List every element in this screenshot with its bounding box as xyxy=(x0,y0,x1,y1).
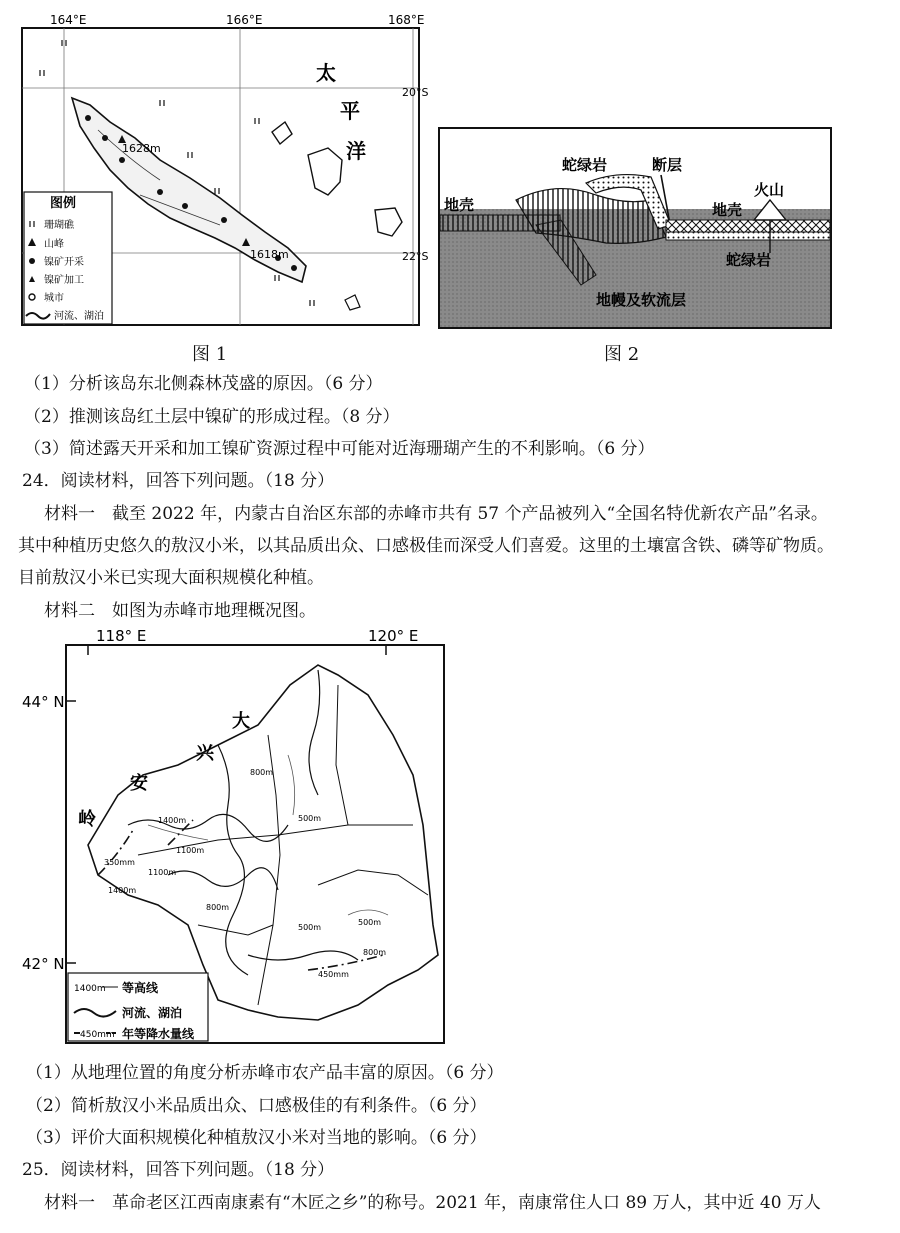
svg-text:1628m: 1628m xyxy=(122,142,161,155)
svg-text:断层: 断层 xyxy=(652,156,683,174)
material1-line3: 目前敖汉小米已实现大面积规模化种植。 xyxy=(18,568,324,588)
question-a3: （3）简述露天开采和加工镍矿资源过程中可能对近海珊瑚产生的不利影响。（6 分） xyxy=(24,439,655,459)
svg-text:800m: 800m xyxy=(206,903,230,912)
svg-text:500m: 500m xyxy=(358,918,382,927)
svg-text:118° E: 118° E xyxy=(96,627,147,645)
question-a2: （2）推测该岛红土层中镍矿的形成过程。（8 分） xyxy=(24,407,400,427)
svg-text:河流、湖泊: 河流、湖泊 xyxy=(122,1006,183,1020)
svg-text:450mm: 450mm xyxy=(80,1030,115,1040)
svg-text:太: 太 xyxy=(316,61,336,85)
svg-text:蛇绿岩: 蛇绿岩 xyxy=(726,251,772,269)
svg-text:1618m: 1618m xyxy=(250,248,289,261)
svg-text:1100m: 1100m xyxy=(148,868,177,877)
svg-text:镍矿加工: 镍矿加工 xyxy=(44,275,84,286)
svg-text:蛇绿岩: 蛇绿岩 xyxy=(562,156,608,174)
svg-text:岭: 岭 xyxy=(78,809,96,830)
svg-text:22°S: 22°S xyxy=(402,250,429,263)
svg-text:山峰: 山峰 xyxy=(44,239,64,250)
svg-text:大: 大 xyxy=(232,711,250,732)
question-a1: （1）分析该岛东北侧森林茂盛的原因。（6 分） xyxy=(24,374,383,394)
figure2-caption: 图 2 xyxy=(604,344,640,365)
svg-text:地幔及软流层: 地幔及软流层 xyxy=(596,291,687,309)
svg-text:1400m: 1400m xyxy=(74,984,106,994)
svg-text:地壳: 地壳 xyxy=(444,196,475,214)
svg-text:500m: 500m xyxy=(298,923,322,932)
svg-text:等高线: 等高线 xyxy=(122,981,159,995)
svg-text:1100m: 1100m xyxy=(176,846,205,855)
svg-text:500m: 500m xyxy=(298,814,322,823)
figure1-map xyxy=(10,10,430,330)
svg-text:350mm: 350mm xyxy=(104,858,135,867)
svg-text:166°E: 166°E xyxy=(226,13,263,27)
svg-text:1400m: 1400m xyxy=(158,816,187,825)
figure1-caption: 图 1 xyxy=(192,344,228,365)
svg-text:42° N: 42° N xyxy=(22,955,65,973)
svg-text:城市: 城市 xyxy=(44,293,64,304)
svg-text:800m: 800m xyxy=(363,948,387,957)
svg-text:120° E: 120° E xyxy=(368,627,419,645)
question-b3: （3）评价大面积规模化种植敖汉小米对当地的影响。（6 分） xyxy=(26,1128,487,1148)
svg-text:镍矿开采: 镍矿开采 xyxy=(44,257,84,268)
svg-text:800m: 800m xyxy=(250,768,274,777)
material1-line2: 其中种植历史悠久的敖汉小米，以其品质出众、口感极佳而深受人们喜爱。这里的土壤富含铁、磷等矿物质。 xyxy=(18,536,834,556)
svg-text:河流、湖泊: 河流、湖泊 xyxy=(54,311,104,322)
svg-text:图例: 图例 xyxy=(50,196,77,211)
svg-text:安: 安 xyxy=(130,773,148,794)
question-24-title: 24．阅读材料，回答下列问题。（18 分） xyxy=(22,471,335,491)
svg-text:44° N: 44° N xyxy=(22,693,65,711)
svg-text:年等降水量线: 年等降水量线 xyxy=(122,1027,195,1041)
svg-text:450mm: 450mm xyxy=(318,970,349,979)
question-b2: （2）简析敖汉小米品质出众、口感极佳的有利条件。（6 分） xyxy=(26,1096,487,1116)
svg-text:164°E: 164°E xyxy=(50,13,87,27)
svg-text:洋: 洋 xyxy=(346,139,366,163)
svg-text:20°S: 20°S xyxy=(402,86,429,99)
question-b1: （1）从地理位置的角度分析赤峰市农产品丰富的原因。（6 分） xyxy=(26,1063,504,1083)
question-25-title: 25．阅读材料，回答下列问题。（18 分） xyxy=(22,1160,335,1180)
svg-text:火山: 火山 xyxy=(754,181,785,199)
material2-line: 材料二 如图为赤峰市地理概况图。 xyxy=(44,601,316,621)
material1-line1: 材料一 截至 2022 年，内蒙古自治区东部的赤峰市共有 57 个产品被列入“全国名特优新农产品”名录。 xyxy=(44,504,828,524)
chifeng-map xyxy=(18,625,448,1050)
svg-text:平: 平 xyxy=(340,99,360,123)
svg-text:珊瑚礁: 珊瑚礁 xyxy=(44,220,74,231)
svg-text:168°E: 168°E xyxy=(388,13,425,27)
svg-text:兴: 兴 xyxy=(196,743,214,764)
svg-text:1400m: 1400m xyxy=(108,886,137,895)
svg-text:地壳: 地壳 xyxy=(712,201,743,219)
material3-line: 材料一 革命老区江西南康素有“木匠之乡”的称号。2021 年，南康常住人口 89 万人，其中近 40 万人 xyxy=(44,1193,821,1213)
figure2-cross-section xyxy=(436,125,836,335)
